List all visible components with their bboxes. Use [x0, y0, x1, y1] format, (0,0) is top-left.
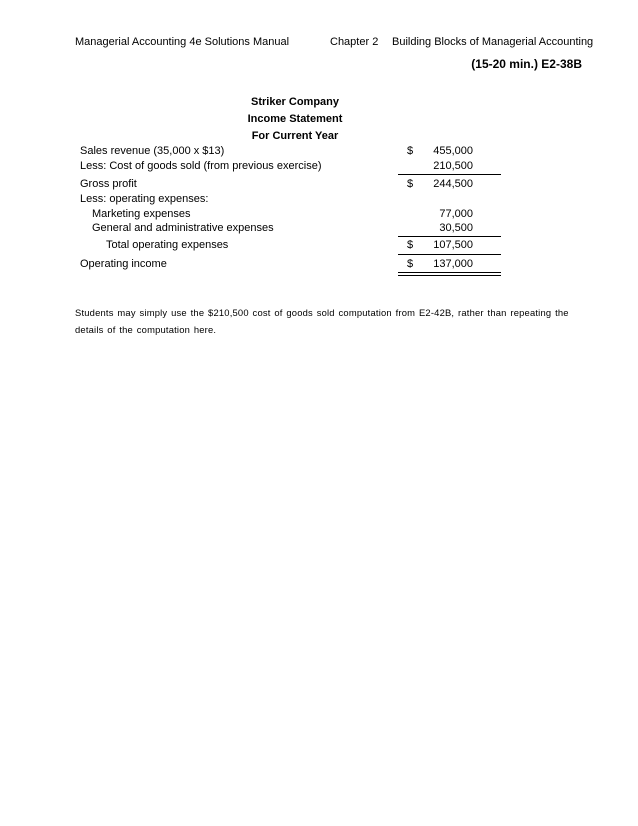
gna-label: General and administrative expenses — [92, 222, 274, 234]
chapter-title: Building Blocks of Managerial Accounting — [392, 36, 594, 48]
operating-income-dollar-sign: $ — [407, 258, 414, 270]
cogs-amount: 210,500 — [433, 160, 473, 172]
sales-dollar-sign: $ — [407, 145, 414, 157]
subtotal-rule — [398, 236, 501, 237]
sales-label: Sales revenue (35,000 x $13) — [80, 145, 225, 157]
gna-amount: 30,500 — [439, 222, 473, 234]
gross-profit-amount: 244,500 — [433, 178, 473, 190]
total-opex-dollar-sign: $ — [407, 239, 414, 251]
manual-title: Managerial Accounting 4e Solutions Manual — [75, 36, 290, 48]
subtotal-rule — [398, 254, 501, 255]
statement-period: For Current Year — [251, 130, 339, 142]
total-opex-label: Total operating expenses — [106, 239, 229, 251]
chapter-number: Chapter 2 — [330, 36, 379, 48]
statement-title: Income Statement — [247, 113, 343, 125]
explanatory-note: Students may simply use the $210,500 cost of goods sold computation from E2-42B, rather than repeating the details of the computation here. — [75, 307, 569, 335]
marketing-amount: 77,000 — [439, 208, 473, 220]
problem-tag: (15-20 min.) E2-38B — [471, 57, 582, 71]
subtotal-rule — [398, 174, 501, 175]
marketing-label: Marketing expenses — [92, 208, 191, 220]
operating-income-label: Operating income — [80, 258, 167, 270]
less-opex-label: Less: operating expenses: — [80, 193, 209, 205]
total-opex-amount: 107,500 — [433, 239, 473, 251]
gross-profit-dollar-sign: $ — [407, 178, 414, 190]
company-name: Striker Company — [250, 96, 340, 108]
operating-income-amount: 137,000 — [433, 258, 473, 270]
double-underline-bottom — [398, 275, 501, 276]
gross-profit-label: Gross profit — [80, 178, 137, 190]
sales-amount: 455,000 — [433, 145, 473, 157]
cogs-label: Less: Cost of goods sold (from previous exercise) — [80, 160, 322, 172]
double-underline-top — [398, 272, 501, 273]
